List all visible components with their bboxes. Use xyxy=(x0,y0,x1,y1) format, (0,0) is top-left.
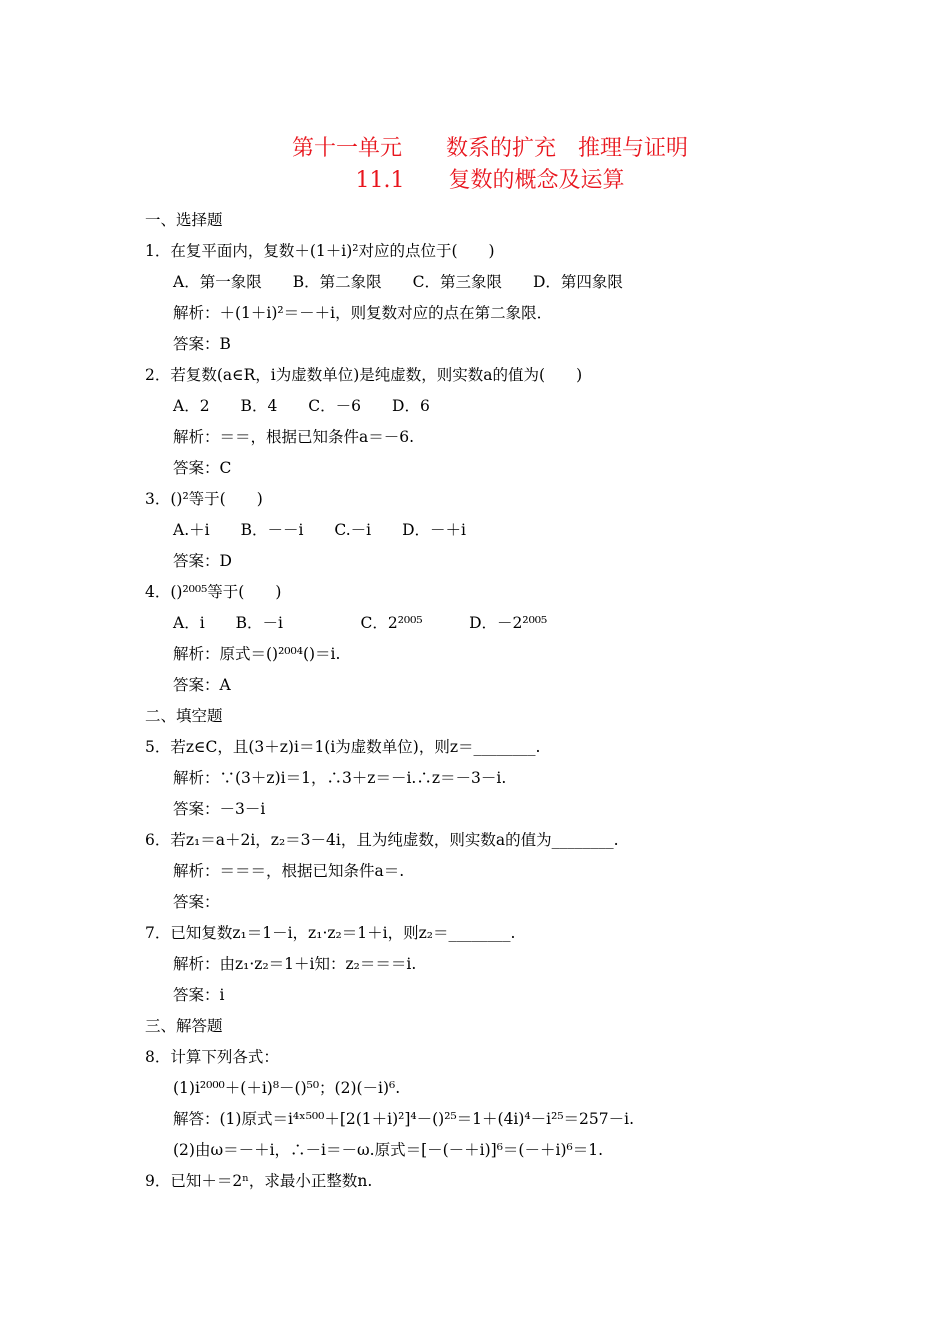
question-3-answer: 答案：D xyxy=(173,552,232,570)
question-7-stem: 7．已知复数z₁＝1－i，z₁·z₂＝1＋i，则z₂＝________. xyxy=(145,924,516,942)
section-heading-fill: 二、填空题 xyxy=(145,707,223,725)
question-4-answer: 答案：A xyxy=(173,676,231,694)
question-4-options: A．i B．－i C．2²⁰⁰⁵ D．－2²⁰⁰⁵ xyxy=(173,614,548,632)
section-heading-choice: 一、选择题 xyxy=(145,211,223,229)
question-2-options: A．2 B．4 C．－6 D．6 xyxy=(173,397,430,415)
question-8-parts: (1)i²⁰⁰⁰＋(＋i)⁸－()⁵⁰；(2)(－i)⁶. xyxy=(173,1079,401,1097)
question-2-stem: 2．若复数(a∈R，i为虚数单位)是纯虚数，则实数a的值为( ) xyxy=(145,366,583,384)
question-6-analysis: 解析：＝＝＝，根据已知条件a＝. xyxy=(173,862,405,880)
question-1-analysis: 解析：＋(1＋i)²＝－＋i，则复数对应的点在第二象限． xyxy=(173,304,553,322)
question-6-answer: 答案： xyxy=(173,893,220,911)
question-7-answer: 答案：i xyxy=(173,986,225,1004)
question-1-options: A．第一象限 B．第二象限 C．第三象限 D．第四象限 xyxy=(173,273,623,291)
question-8-solution-1: 解答：(1)原式＝i⁴ˣ⁵⁰⁰＋[2(1＋i)²]⁴－()²⁵＝1＋(4i)⁴－i²⁵＝257－i. xyxy=(173,1110,634,1128)
question-7-analysis: 解析：由z₁·z₂＝1＋i知：z₂＝＝＝i. xyxy=(173,955,417,973)
question-3-options: A.＋i B．－－i C.－i D．－＋i xyxy=(173,521,467,539)
title-block xyxy=(0,132,950,198)
question-8-solution-2: (2)由ω＝－＋i，∴－i＝－ω.原式＝[－(－＋i)]⁶＝(－＋i)⁶＝1. xyxy=(173,1141,603,1159)
question-5-analysis: 解析：∵(3＋z)i＝1，∴3＋z＝－i.∴z＝－3－i. xyxy=(173,769,507,787)
question-6-stem: 6．若z₁＝a＋2i，z₂＝3－4i，且为纯虚数，则实数a的值为________. xyxy=(145,831,619,849)
unit-title: 第十一单元 数系的扩充 推理与证明 xyxy=(291,136,688,161)
section-heading-solve: 三、解答题 xyxy=(145,1017,223,1035)
question-9-stem: 9．已知＋＝2ⁿ，求最小正整数n. xyxy=(145,1172,373,1190)
question-8-stem: 8．计算下列各式： xyxy=(145,1048,279,1066)
question-1-stem: 1．在复平面内，复数＋(1＋i)²对应的点位于( ) xyxy=(145,242,495,260)
question-2-answer: 答案：C xyxy=(173,459,232,477)
lesson-title: 11.1 复数的概念及运算 xyxy=(355,168,625,193)
question-4-analysis: 解析：原式＝()²⁰⁰⁴()＝i. xyxy=(173,645,341,663)
question-5-stem: 5．若z∈C，且(3＋z)i＝1(i为虚数单位)，则z＝________. xyxy=(145,738,541,756)
question-2-analysis: 解析：＝＝，根据已知条件a＝－6. xyxy=(173,428,415,446)
question-1-answer: 答案：B xyxy=(173,335,231,353)
question-4-stem: 4．()²⁰⁰⁵等于( ) xyxy=(145,583,282,601)
question-3-stem: 3．()²等于( ) xyxy=(145,490,263,508)
question-5-answer: 答案：－3－i xyxy=(173,800,266,818)
